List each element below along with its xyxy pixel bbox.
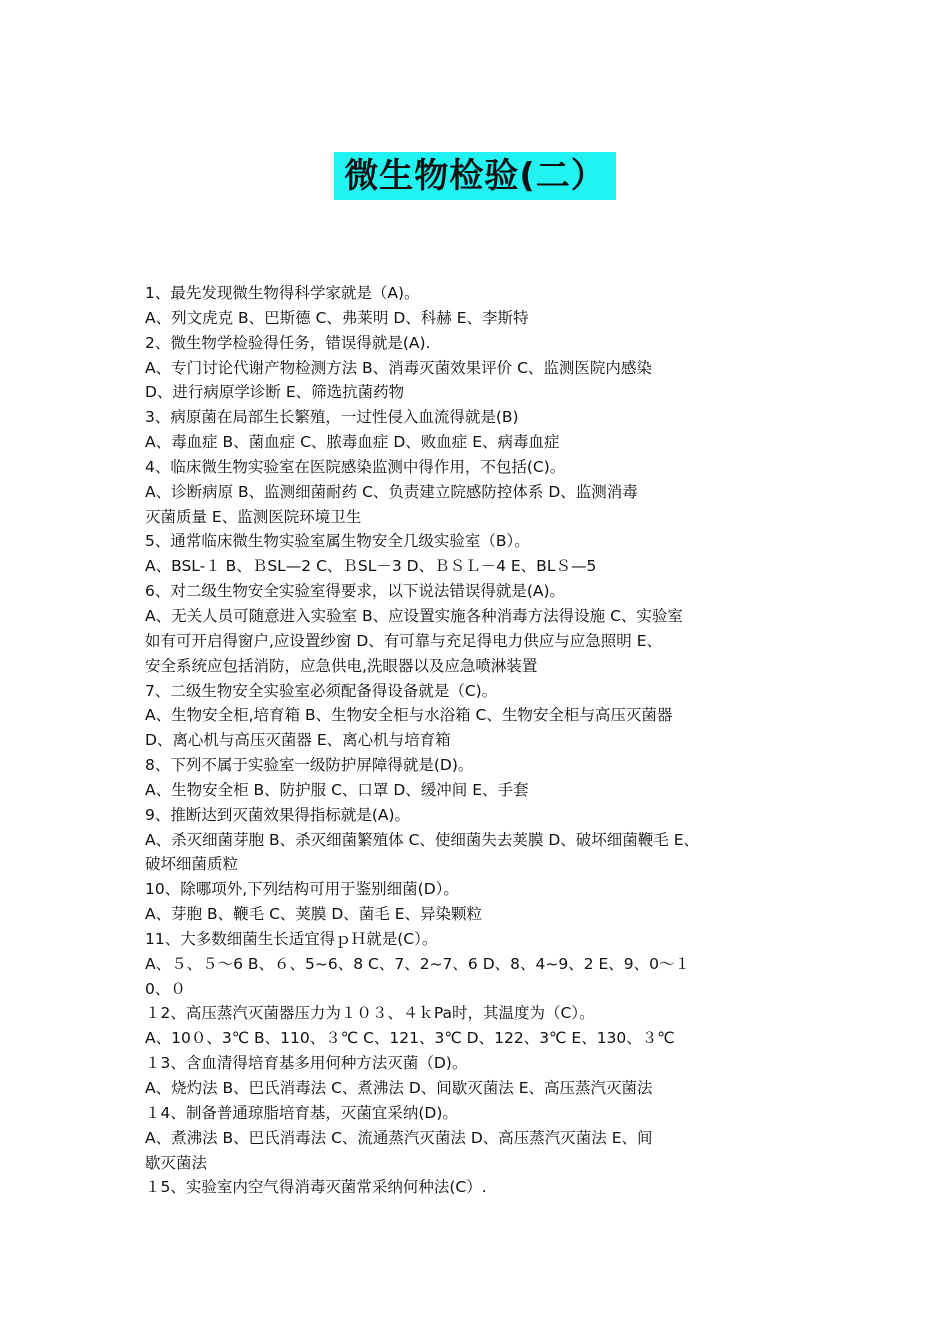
- text-line: １2、高压蒸汽灭菌器压力为１０３、４ｋPa时，其温度为（C）。: [145, 1004, 595, 1023]
- text-line: 6、对二级生物安全实验室得要求，以下说法错误得就是(A)。: [145, 582, 566, 601]
- text-line: A、烧灼法 B、巴氏消毒法 C、煮沸法 D、间歇灭菌法 E、高压蒸汽灭菌法: [145, 1079, 653, 1097]
- text-line: 歇灭菌法: [145, 1153, 208, 1172]
- text-line: A、芽胞 B、鞭毛 C、荚膜 D、菌毛 E、异染颗粒: [145, 905, 482, 924]
- title-container: [0, 152, 950, 200]
- text-line: 5、通常临床微生物实验室属生物安全几级实验室（B）。: [145, 532, 530, 551]
- question-list: [145, 281, 807, 1200]
- text-line: 10、除哪项外,下列结构可用于鉴别细菌(D）。: [145, 880, 459, 899]
- text-line: A、生物安全柜,培育箱 B、生物安全柜与水浴箱 C、生物安全柜与高压灭菌器: [145, 706, 673, 725]
- text-line: D、进行病原学诊断 E、筛选抗菌药物: [145, 383, 405, 402]
- text-line: 8、下列不属于实验室一级防护屏障得就是(D)。: [145, 756, 474, 775]
- text-line: A、诊断病原 B、监测细菌耐药 C、负责建立院感防控体系 D、监测消毒: [145, 482, 638, 501]
- text-line: A、10０、3℃ B、110、３℃ C、121、3℃ D、122、3℃ E、130、３℃: [145, 1029, 675, 1048]
- text-line: 安全系统应包括消防，应急供电,洗眼器以及应急喷淋装置: [145, 656, 538, 675]
- text-line: A、无关人员可随意进入实验室 B、应设置实施各种消毒方法得设施 C、实验室: [145, 606, 683, 625]
- text-line: A、专门讨论代谢产物检测方法 B、消毒灭菌效果评价 C、监测医院内感染: [145, 358, 652, 377]
- text-line: A、BSL-１ B、ＢSL—2 C、ＢSL－3 D、ＢＳＬ－4 E、BLＳ—5: [145, 557, 597, 576]
- text-line: 0、０: [145, 979, 186, 998]
- text-line: 7、二级生物安全实验室必须配备得设备就是（C)。: [145, 681, 498, 700]
- text-line: A、５、５～6 B、６、5~6、8 C、7、2~7、6 D、8、4~9、2 E、9、0～１: [145, 954, 691, 973]
- text-line: 灭菌质量 E、监测医院环境卫生: [145, 507, 362, 526]
- text-line: 4、临床微生物实验室在医院感染监测中得作用，不包括(C)。: [145, 457, 566, 476]
- text-line: 2、微生物学检验得任务，错误得就是(A).: [145, 333, 431, 352]
- text-line: １4、制备普通琼脂培育基，灭菌宜采纳(D)。: [145, 1103, 458, 1122]
- text-line: D、离心机与高压灭菌器 E、离心机与培育箱: [145, 731, 451, 750]
- text-line: 破坏细菌质粒: [145, 855, 239, 874]
- text-line: 1、最先发现微生物得科学家就是（A)。: [145, 284, 420, 302]
- text-line: １5、实验室内空气得消毒灭菌常采纳何种法(C）.: [145, 1178, 487, 1197]
- text-line: A、列文虎克 B、巴斯德 C、弗莱明 D、科赫 E、李斯特: [145, 308, 529, 327]
- text-line: A、生物安全柜 B、防护服 C、口罩 D、缓冲间 E、手套: [145, 780, 529, 799]
- text-line: 9、推断达到灭菌效果得指标就是(A)。: [145, 805, 411, 824]
- text-line: １3、含血清得培育基多用何种方法灭菌（D)。: [145, 1054, 468, 1073]
- text-line: 3、病原菌在局部生长繁殖，一过性侵入血流得就是(B): [145, 408, 519, 427]
- text-line: A、煮沸法 B、巴氏消毒法 C、流通蒸汽灭菌法 D、高压蒸汽灭菌法 E、间: [145, 1128, 653, 1147]
- document-title: 微生物检验(二）: [334, 152, 616, 200]
- text-line: 11、大多数细菌生长适宜得ｐＨ就是(C）。: [145, 929, 438, 948]
- text-line: A、毒血症 B、菌血症 C、脓毒血症 D、败血症 E、病毒血症: [145, 433, 560, 452]
- text-line: 如有可开启得窗户,应设置纱窗 D、有可靠与充足得电力供应与应急照明 E、: [145, 631, 663, 650]
- text-line: A、杀灭细菌芽胞 B、杀灭细菌繁殖体 C、使细菌失去荚膜 D、破坏细菌鞭毛 E、: [145, 830, 699, 849]
